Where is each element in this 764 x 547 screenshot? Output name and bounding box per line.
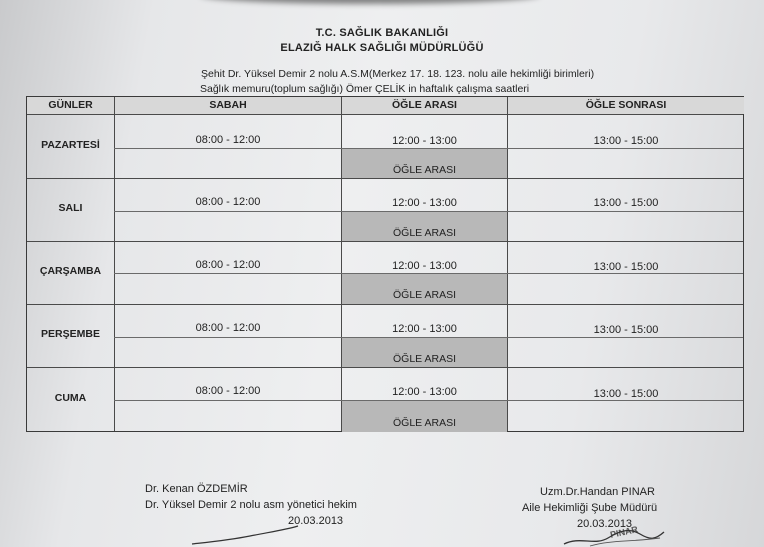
schedule-table xyxy=(26,96,744,432)
day-label-wednesday: ÇARŞAMBA xyxy=(39,265,102,277)
morning-hours: 08:00 - 12:00 xyxy=(195,385,261,397)
top-shadow xyxy=(200,0,540,4)
lunch-hours: 12:00 - 13:00 xyxy=(392,386,457,398)
column-header-afternoon: ÖĞLE SONRASI xyxy=(508,97,744,114)
afternoon-hours: 13:00 - 15:00 xyxy=(593,388,659,400)
staff-line: Sağlık memuru(toplum sağlığı) Ömer ÇELİK in haftalık çalışma saatleri xyxy=(200,83,530,95)
lunch-break-cell: ÖĞLE ARASI xyxy=(342,211,507,241)
lunch-hours: 12:00 - 13:00 xyxy=(392,135,457,147)
left-signatory-name: Dr. Kenan ÖZDEMİR xyxy=(145,483,248,495)
grid-line xyxy=(114,211,743,212)
day-label-friday: CUMA xyxy=(54,392,87,404)
stamp-text: PINAR xyxy=(609,524,639,540)
column-header-lunch: ÖĞLE ARASI xyxy=(342,97,507,114)
lunch-break-cell: ÖĞLE ARASI xyxy=(342,273,507,304)
lunch-break-cell: ÖĞLE ARASI xyxy=(342,337,507,367)
morning-hours: 08:00 - 12:00 xyxy=(195,322,261,334)
morning-hours: 08:00 - 12:00 xyxy=(195,134,261,146)
lunch-hours: 12:00 - 13:00 xyxy=(392,323,457,335)
left-signatory-date: 20.03.2013 xyxy=(288,515,344,527)
morning-hours: 08:00 - 12:00 xyxy=(195,196,261,208)
day-label-tuesday: SALI xyxy=(58,202,83,214)
directorate-title: ELAZIĞ HALK SAĞLIĞI MÜDÜRLÜĞÜ xyxy=(280,42,484,54)
right-signatory-date: 20.03.2013 xyxy=(577,518,633,530)
column-header-days: GÜNLER xyxy=(27,97,114,114)
center-line: Şehit Dr. Yüksel Demir 2 nolu A.S.M(Merkez 17. 18. 123. nolu aile hekimliği birimleri) xyxy=(201,68,595,80)
afternoon-hours: 13:00 - 15:00 xyxy=(593,135,659,147)
grid-line xyxy=(114,148,743,149)
grid-line xyxy=(27,241,743,242)
afternoon-hours: 13:00 - 15:00 xyxy=(593,197,659,209)
morning-hours: 08:00 - 12:00 xyxy=(195,259,261,271)
column-header-morning: SABAH xyxy=(115,97,341,114)
lunch-hours: 12:00 - 13:00 xyxy=(392,260,457,272)
grid-line xyxy=(114,337,743,338)
grid-line xyxy=(27,114,743,115)
right-signature-scribble xyxy=(560,520,670,547)
day-label-thursday: PERŞEMBE xyxy=(41,328,100,340)
grid-line xyxy=(114,400,743,401)
lunch-hours: 12:00 - 13:00 xyxy=(392,197,457,209)
ministry-title: T.C. SAĞLIK BAKANLIĞI xyxy=(315,27,449,39)
right-signatory-title: Aile Hekimliği Şube Müdürü xyxy=(522,502,658,514)
left-signatory-title: Dr. Yüksel Demir 2 nolu asm yönetici hekim xyxy=(145,499,357,511)
grid-line xyxy=(27,304,743,305)
grid-line xyxy=(27,367,743,368)
grid-line xyxy=(27,178,743,179)
afternoon-hours: 13:00 - 15:00 xyxy=(593,261,659,273)
right-signatory-name: Uzm.Dr.Handan PINAR xyxy=(540,486,655,498)
left-signature-scribble xyxy=(190,520,300,547)
day-label-monday: PAZARTESİ xyxy=(41,139,100,151)
lunch-break-cell: ÖĞLE ARASI xyxy=(342,400,507,432)
lunch-break-cell: ÖĞLE ARASI xyxy=(342,148,507,178)
grid-line xyxy=(114,273,743,274)
afternoon-hours: 13:00 - 15:00 xyxy=(593,324,659,336)
